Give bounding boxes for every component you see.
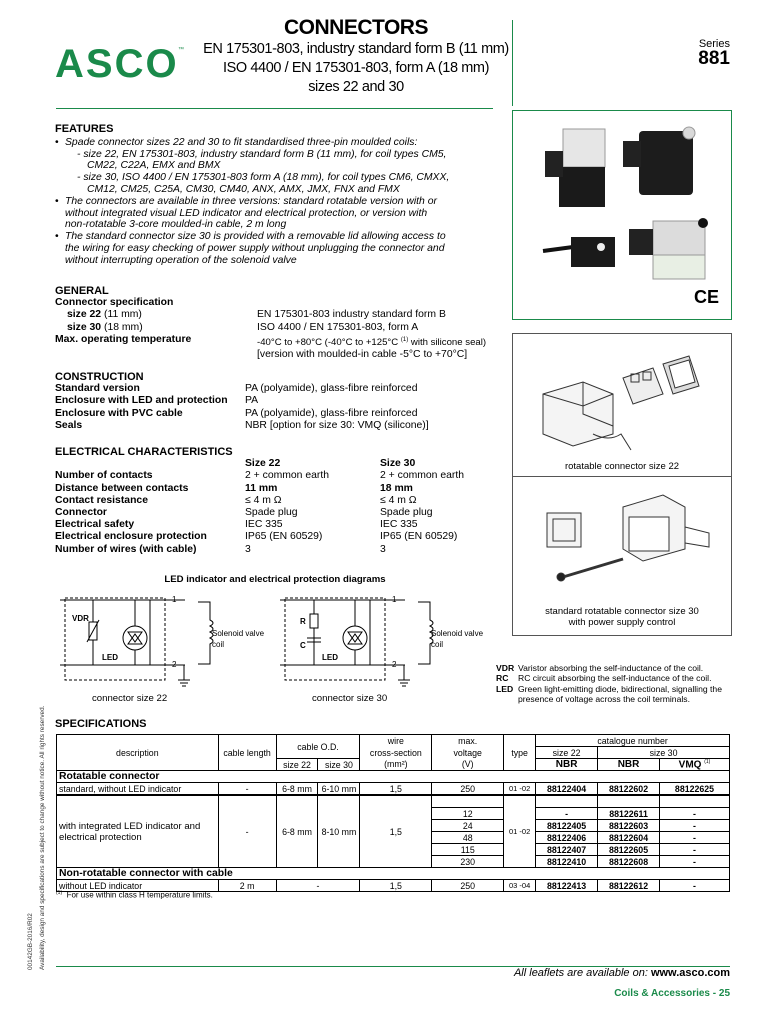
col-vmq: VMQ $^{(1)}$: [660, 759, 730, 771]
col-size30: Size 30: [380, 458, 416, 470]
electrical-heading: ELECTRICAL CHARACTERISTICS: [55, 446, 233, 458]
size22-mm: (11 mm): [101, 309, 142, 321]
col-cable-od: cable O.D.: [276, 735, 360, 759]
feature-line: without interrupting operation of the solenoid valve: [65, 254, 297, 266]
ce-mark: CE: [693, 287, 719, 307]
feature-item: • The standard connector size 30 is provided with a removable lid allowing access to: [65, 231, 500, 243]
col-nbr30: NBR: [598, 759, 660, 771]
specifications-table: [56, 734, 730, 892]
general-section: [55, 285, 495, 361]
led-label: LED: [102, 653, 118, 662]
construction-row: Enclosure with LED and protection PA: [55, 395, 259, 407]
section-rotatable: Rotatable connector: [57, 771, 730, 783]
side-disclaimer: [26, 650, 35, 970]
col-od30: size 30: [318, 759, 360, 771]
table-row: standard, without LED indicator - 6-8 mm 6-10 mm 1,5 250 01 -02 88122404 88122602 88122625: [57, 783, 730, 796]
col-voltage: max.: [432, 735, 504, 747]
feature-item: • Spade connector sizes 22 and 30 to fit standardised three-pin moulded coils:: [65, 137, 500, 149]
temp-footnote-ref: (1): [400, 336, 409, 343]
feature-line: without integrated visual LED indicator and electrical protection, or version with: [65, 207, 428, 219]
vdr-label: VDR: [72, 614, 89, 623]
col-wire: wire: [360, 735, 432, 747]
caption-size22: connector size 22: [92, 693, 168, 704]
temp-label: Max. operating temperature: [55, 333, 192, 345]
footer-leaflets: All leaflets are available on: www.asco.com: [513, 967, 730, 979]
table-row: 12 - 88122611 -: [57, 808, 730, 820]
pin2-label: 2: [172, 660, 177, 669]
footer-page: Coils & Accessories - 25: [614, 988, 730, 999]
legend-row: RC RC circuit absorbing the self-inductance of the coil.: [496, 673, 712, 684]
electrical-section: [55, 446, 495, 556]
general-heading: GENERAL: [55, 285, 109, 297]
electrical-row: Connector Spade plug Spade plug: [55, 507, 433, 519]
side-doc-code: 00142GB-2016/R02: [27, 913, 34, 970]
col-description: description: [57, 735, 219, 771]
figure-caption-30-line2: with power supply control: [568, 617, 676, 628]
col-size22: Size 22: [245, 458, 281, 470]
feature-line: the wiring for easy checking of power supply without unplugging the connector and: [65, 242, 445, 254]
series-block: [698, 38, 730, 68]
feature-line: non-rotatable 3-core moulded-in cable, 2 m long: [65, 219, 287, 231]
connector-spec-label: Connector specification: [55, 297, 174, 309]
col-type: type: [504, 735, 536, 771]
connector-drawing-30: [513, 477, 731, 601]
features-list: [55, 137, 500, 267]
asco-logo: [55, 44, 185, 82]
c-label: C: [300, 641, 306, 650]
table-row: 24 88122405 88122603 -: [57, 820, 730, 832]
table-row: 115 88122407 88122605 -: [57, 844, 730, 856]
diagrams-heading: LED indicator and electrical protection diagrams: [164, 574, 386, 585]
circuit-size22: [60, 598, 213, 686]
figure-rotatable-22: [512, 333, 732, 478]
figure-caption-30: [513, 606, 731, 628]
footer-url[interactable]: www.asco.com: [650, 967, 730, 979]
coil-label-3: Solenoid valve: [431, 629, 484, 638]
col-voltage-unit: (V): [432, 759, 504, 771]
side-disclaimer-text: Availability, design and specifications are subject to change without notice. All rights reserved.: [39, 705, 46, 970]
electrical-row: Contact resistance ≤ 4 m Ω ≤ 4 m Ω: [55, 494, 417, 506]
pin2-label-2: 2: [392, 660, 397, 669]
title-line-2: ISO 4400 / EN 175301-803, form A (18 mm): [222, 60, 490, 76]
coil-label-2: coil: [212, 640, 225, 649]
size30-label: size 30: [67, 321, 102, 333]
electrical-row: Number of wires (with cable) 3 3: [55, 543, 386, 555]
coil-label-4: coil: [431, 640, 444, 649]
footnote-ref: (1): [56, 890, 63, 896]
electrical-row: Distance between contacts 11 mm 18 mm: [55, 482, 413, 494]
title-divider-vertical: [512, 20, 513, 106]
abbreviation-legend: [496, 663, 736, 705]
series-number: 881: [698, 48, 730, 69]
size22-label: size 22: [67, 309, 102, 321]
col-size22: size 22: [536, 747, 598, 759]
title-block: [198, 16, 514, 97]
construction-row: Standard version PA (polyamide), glass-fibre reinforced: [55, 383, 418, 395]
coil-label: Solenoid valve: [212, 629, 265, 638]
construction-heading: CONSTRUCTION: [55, 371, 144, 383]
features-section: [55, 124, 500, 267]
footnote: $^{(1)}$ For use within class H temperature limits.: [56, 890, 213, 900]
section-non-rotatable: Non-rotatable connector with cable: [57, 868, 730, 880]
legend-row: LED Green light-emitting diode, bidirectional, signalling the presence of voltage across the coil terminals.: [496, 683, 722, 705]
led-label-2: LED: [322, 653, 338, 662]
col-wire-2: cross-section: [360, 747, 432, 759]
col-wire-unit: (mm²): [360, 759, 432, 771]
col-od22: size 22: [276, 759, 318, 771]
size22-value: EN 175301-803 industry standard form B: [257, 309, 446, 321]
led-description: with integrated LED indicator and electrical protection: [57, 795, 219, 868]
feature-sub-line: - size 30, ISO 4400 / EN 175301-803 form A (18 mm), for coil types CM6, CMXX,: [77, 172, 450, 184]
page-title: CONNECTORS: [284, 16, 428, 39]
table-row: with integrated LED indicator and electrical protection - 6-8 mm 8-10 mm 1,5 01 -02: [57, 795, 730, 808]
col-size30: size 30: [598, 747, 730, 759]
figure-caption-22: rotatable connector size 22: [564, 461, 680, 472]
electrical-row: Electrical enclosure protection IP65 (EN 60529) IP65 (EN 60529): [55, 531, 458, 543]
construction-section: [55, 371, 495, 432]
table-row: 48 88122406 88122604 -: [57, 832, 730, 844]
connector-drawing-22: [513, 334, 731, 460]
temp-value: -40°C to +80°C (-40°C to +125°C: [257, 337, 401, 348]
feature-item: • The connectors are available in three versions: standard rotatable version with or: [65, 196, 500, 208]
feature-sub-line: - size 22, EN 175301-803, industry standard form B (11 mm), for coil types CM5,: [77, 148, 447, 160]
size30-value: ISO 4400 / EN 175301-803, form A: [257, 321, 419, 333]
trademark-mark: ™: [178, 47, 184, 53]
product-photo-frame: [512, 110, 732, 320]
col-voltage-2: voltage: [432, 747, 504, 759]
circuit-diagrams: [60, 590, 500, 690]
title-divider-horizontal: [56, 108, 493, 109]
col-nbr22: NBR: [536, 759, 598, 771]
caption-size30: connector size 30: [312, 693, 388, 704]
figure-caption-30-line1: standard rotatable connector size 30: [545, 606, 699, 617]
col-catalogue: catalogue number: [536, 735, 730, 747]
feature-sub-line: CM12, CM25, C25A, CM30, CM40, ANX, AMX, JMX, FNX and FMX: [87, 183, 400, 195]
feature-sub-line: CM22, C22A, EMX and BMX: [87, 160, 221, 172]
title-line-1: EN 175301-803, industry standard form B (11 mm): [203, 41, 509, 57]
temp-value-b: with silicone seal): [408, 337, 487, 348]
specifications-heading: SPECIFICATIONS: [55, 718, 147, 730]
pin1-label: 1: [172, 595, 177, 604]
table-row: 230 88122410 88122608 -: [57, 856, 730, 868]
electrical-row: Electrical safety IEC 335 IEC 335: [55, 519, 418, 531]
construction-row: Enclosure with PVC cable PA (polyamide), glass-fibre reinforced: [55, 407, 418, 419]
col-cable-length: cable length: [218, 735, 276, 771]
logo-text: ASCO: [55, 44, 179, 82]
construction-row: Seals NBR [option for size 30: VMQ (silicone)]: [55, 419, 429, 431]
temp-value-2: [version with moulded-in cable -5°C to +70°C]: [257, 349, 468, 361]
title-line-3: sizes 22 and 30: [308, 79, 404, 95]
figure-rotatable-30: [512, 476, 732, 636]
table-row: without LED indicator 2 m - 1,5 250 03 -04 88122413 88122612 -: [57, 880, 730, 892]
series-label: Series: [698, 38, 730, 50]
electrical-row: Number of contacts 2 + common earth 2 + common earth: [55, 470, 465, 482]
r-label: R: [300, 617, 306, 626]
features-heading: FEATURES: [55, 123, 114, 135]
legend-row: VDR Varistor absorbing the self-inductance of the coil.: [496, 663, 704, 673]
size30-mm: (18 mm): [101, 321, 143, 333]
pin1-label-2: 1: [392, 595, 397, 604]
